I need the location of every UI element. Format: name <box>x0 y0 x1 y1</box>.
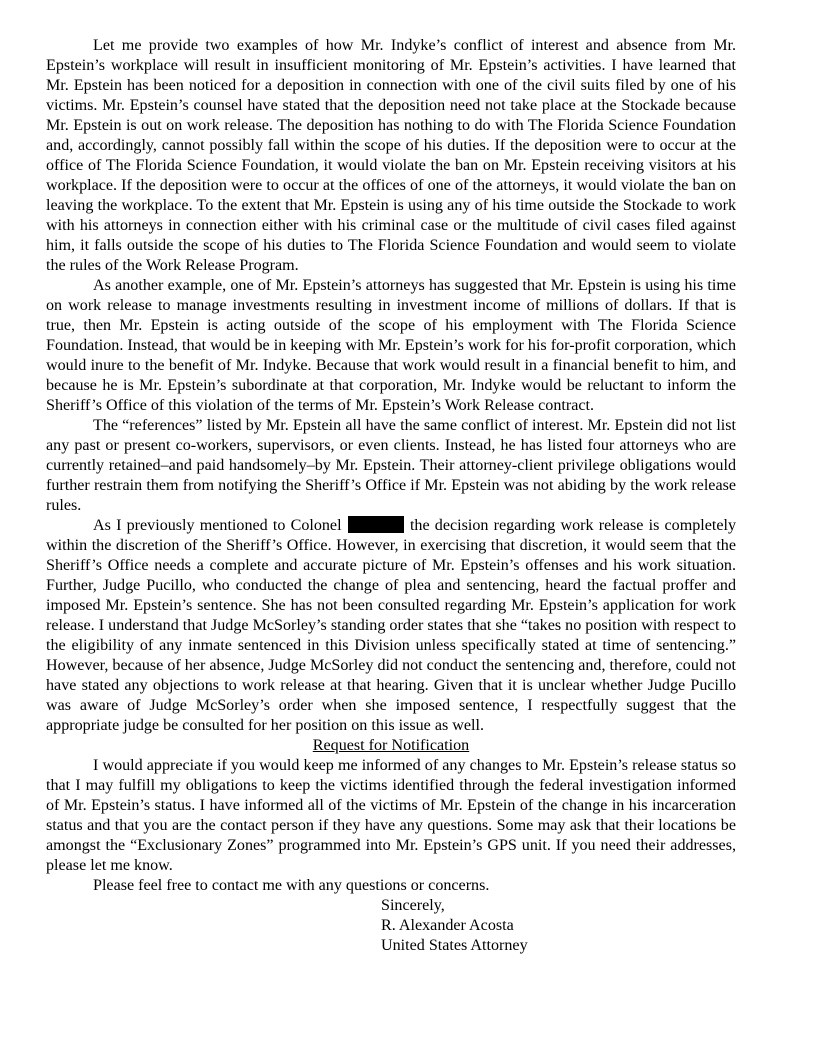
paragraph-deposition-example: Let me provide two examples of how Mr. Indyke’s conflict of interest and absence from Mr. Epstein’s workplace will result in insufficient monitoring of Mr. Epstein’s activities. I have learned that Mr. Epstein has been noticed for a deposition in connection with one of the civil suits filed by one of his victims. Mr. Epstein’s counsel have stated that the deposition need not take place at the Stockade because Mr. Epstein is out on work release. The deposition has nothing to do with The Florida Science Foundation and, accordingly, cannot possibly fall within the scope of his duties. If the deposition were to occur at the office of The Florida Science Foundation, it would violate the ban on Mr. Epstein receiving visitors at his workplace. If the deposition were to occur at the offices of one of the attorneys, it would violate the ban on leaving the workplace. To the extent that Mr. Epstein is using any of his time outside the Stockade to work with his attorneys in connection either with his criminal case or the multitude of civil cases filed against him, it falls outside the scope of his duties to The Florida Science Foundation and would seem to violate the rules of the Work Release Program. <box>46 37 736 274</box>
letter-page <box>46 36 736 956</box>
section-heading-request-for-notification: Request for Notification <box>312 737 470 754</box>
valediction: Sincerely, <box>381 897 445 914</box>
paragraph-discretion-body: the decision regarding work release is completely within the discretion of the Sheriff’s Office. However, in exercising that discretion, it would seem that the Sheriff’s Office needs a complete and accurate picture of Mr. Epstein’s offenses and his work situation. Further, Judge Pucillo, who conducted the change of plea and sentencing, heard the factual proffer and imposed Mr. Epstein’s sentence. She has not been consulted regarding Mr. Epstein’s application for work release. I understand that Judge McSorley’s standing order states that she “takes no position with respect to the eligibility of any inmate sentenced in this Division unless specifically stated at time of sentencing.” However, because of her absence, Judge McSorley did not conduct the sentencing and, therefore, could not have stated any objections to work release at that hearing. Given that it is unclear whether Judge Pucillo was aware of Judge McSorley’s order when she imposed sentence, I respectfully suggest that the appropriate judge be consulted for her position on this issue as well. <box>46 517 737 734</box>
paragraph-references: The “references” listed by Mr. Epstein all have the same conflict of interest. Mr. Epstein did not list any past or present co-workers, supervisors, or even clients. Instead, he has listed four attorneys who are currently retained–and paid handsomely–by Mr. Epstein. Their attorney-client privilege obligations would further restrain them from notifying the Sheriff’s Office if Mr. Epstein was not abiding by the work release rules. <box>46 417 736 514</box>
paragraph-investments-example: As another example, one of Mr. Epstein’s attorneys has suggested that Mr. Epstein is using his time on work release to manage investments resulting in investment income of millions of dollars. If that is true, then Mr. Epstein is acting outside of the scope of his employment with The Florida Science Foundation. Instead, that would be in keeping with Mr. Epstein’s work for his for-profit corporation, which would inure to the benefit of Mr. Indyke. Because that work would result in a financial benefit to him, and because he is Mr. Epstein’s subordinate at that corporation, Mr. Indyke would be reluctant to inform the Sheriff’s Office of this violation of the terms of Mr. Epstein’s Work Release contract. <box>46 277 736 414</box>
signer-name: R. Alexander Acosta <box>381 917 514 934</box>
signature-block <box>46 896 736 956</box>
signer-title: United States Attorney <box>381 937 528 954</box>
paragraph-notification: I would appreciate if you would keep me informed of any changes to Mr. Epstein’s release status so that I may fulfill my obligations to keep the victims identified through the federal investigation informed of Mr. Epstein’s status. I have informed all of the victims of Mr. Epstein of the change in his incarceration status and that you are the contact person if they have any questions. Some may ask that their locations be amongst the “Exclusionary Zones” programmed into Mr. Epstein’s GPS unit. If you need their addresses, please let me know. <box>46 757 736 874</box>
redaction-block <box>348 516 404 533</box>
paragraph-discretion <box>46 516 736 736</box>
paragraph-discretion-lead: As I previously mentioned to Colonel <box>93 517 342 534</box>
paragraph-closing: Please feel free to contact me with any questions or concerns. <box>93 877 490 894</box>
